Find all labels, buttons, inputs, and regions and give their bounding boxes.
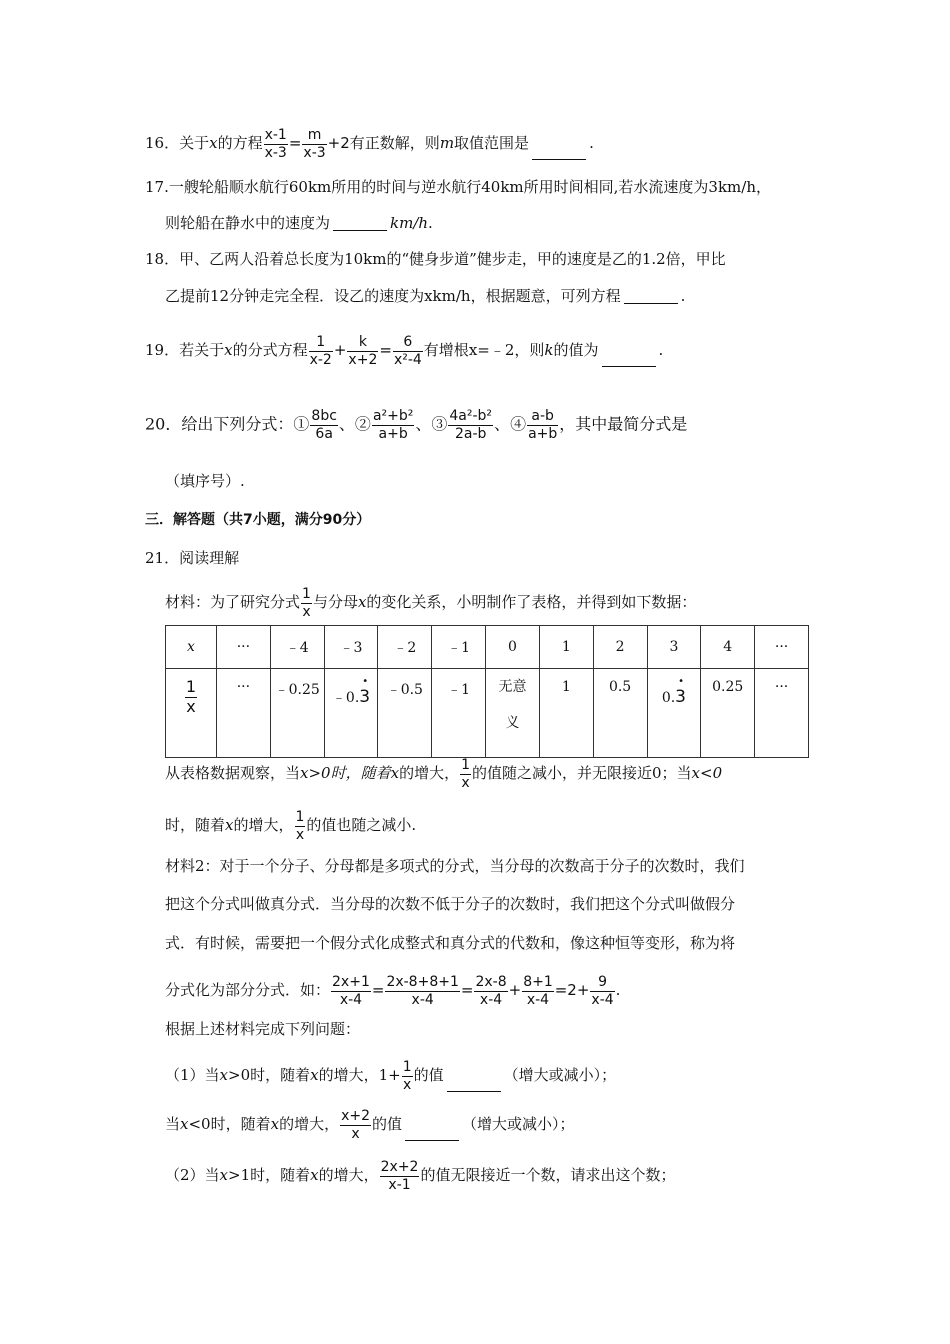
- denominator: a+b: [378, 425, 408, 442]
- section-heading: 三．解答题（共7小题，满分90分）: [145, 512, 371, 528]
- q16-line: [145, 128, 594, 160]
- q16-text: 的方程: [217, 134, 263, 153]
- cell-value: 0.: [661, 690, 676, 706]
- material1-intro: [165, 587, 696, 619]
- var-m: m: [439, 134, 455, 153]
- observation-text: 时，随着: [165, 816, 226, 835]
- cell-value: 无意: [498, 679, 527, 695]
- period: .: [589, 134, 594, 153]
- denominator: x-4: [339, 991, 363, 1008]
- material-text: 分式化为部分分式．如：: [165, 981, 331, 1000]
- part-text: （增大或减小）；: [462, 1115, 575, 1134]
- fraction: [309, 335, 333, 367]
- material-text: 材料：为了研究分式: [165, 593, 301, 612]
- table-cell: ···: [217, 669, 271, 758]
- part-text: <0时，随着: [188, 1115, 271, 1134]
- period: .: [428, 214, 433, 232]
- table-cell: ﹣0.25: [270, 669, 324, 758]
- denominator: x-4: [526, 991, 550, 1008]
- numerator: m: [302, 128, 326, 145]
- denominator: x-4: [479, 991, 503, 1008]
- equals-sign: =: [371, 981, 385, 1000]
- numerator: 2x-8+8+1: [386, 974, 459, 990]
- var-x: x: [225, 816, 234, 835]
- q20-number: 20．: [145, 414, 182, 434]
- numerator: 8bc: [311, 408, 337, 424]
- circled-4: ④: [510, 414, 527, 434]
- q16-text: 关于: [179, 134, 210, 153]
- table-cell: 0: [486, 626, 540, 669]
- circled-3: ③: [431, 414, 448, 434]
- circled-1: ①: [293, 414, 310, 434]
- numerator: 1: [185, 677, 197, 696]
- var-x: x: [209, 134, 218, 153]
- part-text: （1）当: [165, 1066, 220, 1085]
- answer-blank[interactable]: [447, 1077, 501, 1092]
- denominator: x: [186, 696, 196, 716]
- q19-text: x=﹣2，则: [468, 341, 545, 360]
- denominator: x: [295, 826, 305, 843]
- var-x: x: [219, 1166, 229, 1185]
- q18-text: 乙提前12分钟走完全程．设乙的速度为xkm/h，根据题意，可列方程: [165, 287, 621, 305]
- q20-text: 给出下列分式：: [181, 414, 294, 434]
- period: .: [680, 287, 686, 305]
- fraction: [460, 758, 471, 790]
- numerator: 2x+2: [380, 1159, 419, 1175]
- denominator: x: [461, 774, 470, 791]
- fraction: [590, 975, 614, 1007]
- part-text: >1时，随着: [228, 1166, 311, 1185]
- table-cell: 0.5: [593, 669, 647, 758]
- denominator: x-4: [591, 991, 614, 1008]
- table-row: [166, 626, 809, 669]
- numerator: 2x+1: [332, 974, 370, 990]
- q16-text: 取值范围是: [454, 134, 530, 153]
- table-cell: [647, 669, 701, 758]
- fraction: [347, 335, 378, 367]
- table-cell: 2: [593, 626, 647, 669]
- answer-blank[interactable]: [405, 1126, 459, 1141]
- table-cell: ﹣1: [432, 626, 486, 669]
- fraction: [185, 679, 197, 716]
- period: .: [658, 341, 664, 360]
- repeating-digit: • 3: [675, 687, 686, 707]
- fraction: [302, 128, 326, 160]
- q20-text: ，其中最简分式是: [559, 414, 688, 434]
- q17-line1: 17.一艘轮船顺水航行60km所用的时间与逆水航行40km所用时间相同,若水流速度为3km/h，: [145, 178, 771, 196]
- numerator: 1: [461, 757, 470, 773]
- q18-line2: [165, 289, 685, 304]
- fraction: [393, 335, 423, 367]
- denominator: x-3: [303, 144, 326, 161]
- unit: km/h: [390, 214, 429, 232]
- part-text: 的值: [372, 1115, 403, 1134]
- var-x: x: [310, 1166, 319, 1185]
- answer-blank[interactable]: [602, 352, 656, 367]
- numerator: a²+b²: [372, 408, 414, 424]
- separator: 、: [415, 414, 432, 434]
- part-text: （2）当: [165, 1166, 220, 1185]
- part-text: （增大或减小）；: [503, 1066, 617, 1085]
- material-text: 与分母: [312, 593, 358, 612]
- circled-2: ②: [354, 414, 371, 434]
- table-cell: ﹣1: [432, 669, 486, 758]
- observation-text: 的值随之减小，并无限接近0；当: [472, 764, 692, 783]
- separator: 、: [494, 414, 511, 434]
- numerator: 6: [393, 335, 423, 352]
- var-k: k: [544, 341, 554, 360]
- cell-value: 义: [505, 715, 520, 731]
- fraction: [310, 409, 338, 441]
- table-cell: ﹣0.5: [378, 669, 432, 758]
- q20-line2: （填序号）.: [165, 472, 245, 490]
- fraction: [522, 975, 554, 1007]
- q19-line: [145, 335, 663, 367]
- plus-sign: +: [508, 981, 522, 1000]
- numerator: 1: [295, 809, 305, 825]
- numerator: 1: [302, 586, 311, 602]
- part-text: >0时，随着: [228, 1066, 311, 1085]
- material2-line4: [165, 975, 620, 1007]
- fraction: [295, 810, 306, 842]
- var-x: x: [270, 1115, 280, 1134]
- q19-text: 若关于: [179, 341, 225, 360]
- material-text: 的变化关系，小明制作了表格，并得到如下数据：: [366, 593, 697, 612]
- period: .: [615, 981, 621, 1000]
- equals-sign: =: [379, 341, 392, 360]
- q19-text: 的值为: [553, 341, 599, 360]
- q16-text: 有正数解，则: [349, 134, 440, 153]
- separator: 、: [338, 414, 355, 434]
- numerator: x+2: [341, 1108, 371, 1124]
- fraction: [340, 1109, 371, 1141]
- denominator: x: [351, 1125, 360, 1142]
- cell-value: ﹣0.: [331, 690, 360, 706]
- numerator: 8+1: [523, 974, 553, 990]
- q16-number: 16．: [145, 134, 180, 153]
- table-cell: [324, 669, 378, 758]
- part-text: 的值无限接近一个数，请求出这个数；: [420, 1166, 676, 1185]
- numerator: 1: [402, 1059, 412, 1075]
- plus-term: +2: [327, 134, 350, 153]
- fraction: [301, 587, 312, 619]
- denominator: x: [302, 603, 311, 620]
- numerator: 4a²-b²: [449, 408, 493, 424]
- fraction: [385, 975, 459, 1007]
- q17-text: 则轮船在静水中的速度为: [165, 214, 331, 232]
- answer-blank[interactable]: [532, 145, 586, 160]
- table-cell: x: [166, 626, 217, 669]
- observation-line2: [165, 810, 416, 842]
- q17-line2: [165, 216, 433, 231]
- table-cell: 4: [701, 626, 755, 669]
- data-table: [165, 625, 809, 758]
- part1-line2: [165, 1109, 575, 1141]
- var-x: x: [180, 1115, 189, 1134]
- numerator: 1: [309, 335, 333, 352]
- equals-sign: =: [288, 134, 302, 153]
- denominator: x-4: [411, 991, 434, 1008]
- var-x: x: [390, 764, 400, 783]
- material2-line1: 材料2：对于一个分子、分母都是多项式的分式，当分母的次数高于分子的次数时，我们: [165, 857, 745, 875]
- var-x: x: [219, 1066, 229, 1085]
- table-cell: ﹣4: [270, 626, 324, 669]
- part1-line1: [165, 1060, 616, 1092]
- equals-sign: =: [460, 981, 474, 1000]
- material2-line3: 式．有时候，需要把一个假分式化成整式和真分式的代数和，像这种恒等变形，称为将: [165, 934, 736, 952]
- part-text: 当: [165, 1115, 181, 1134]
- q19-number: 19．: [145, 341, 180, 360]
- observation-line1: [165, 758, 722, 790]
- table-cell: [486, 669, 540, 758]
- numerator: 2x-8: [475, 974, 507, 990]
- fraction: [331, 975, 371, 1007]
- part2-line: [165, 1160, 675, 1192]
- observation-text: 从表格数据观察，当: [165, 764, 301, 783]
- equals-sign: =2+: [554, 981, 590, 1000]
- denominator: x-1: [388, 1176, 411, 1193]
- q18-line1: 18．甲、乙两人沿着总长度为10km的“健身步道”健步走，甲的速度是乙的1.2倍，甲比: [145, 250, 726, 268]
- table-cell: ﹣3: [324, 626, 378, 669]
- part-text: 的增大，: [279, 1115, 340, 1134]
- q20-line: [145, 409, 687, 441]
- fraction: [402, 1060, 413, 1092]
- plus-sign: +: [333, 341, 347, 360]
- denominator: x: [403, 1076, 412, 1093]
- var-x: x: [310, 1066, 319, 1085]
- denominator: x+2: [348, 351, 378, 368]
- denominator: x-3: [264, 144, 287, 161]
- table-cell: ···: [217, 626, 271, 669]
- denominator: x²-4: [393, 351, 422, 368]
- denominator: 6a: [315, 425, 333, 442]
- numerator: k: [347, 335, 378, 352]
- table-cell: 1: [539, 669, 593, 758]
- numerator: a-b: [527, 409, 558, 426]
- observation-text: 的值也随之减小.: [306, 816, 417, 835]
- part-text: 的增大，: [318, 1166, 379, 1185]
- answer-blank[interactable]: [333, 216, 387, 231]
- var-x: x: [357, 593, 367, 612]
- repeating-digit: • 3: [359, 687, 370, 707]
- fraction: [474, 975, 507, 1007]
- var-x: x: [224, 341, 233, 360]
- q21-title: 21．阅读理解: [145, 549, 240, 567]
- denominator: x-2: [309, 351, 332, 368]
- part-text: 的值: [413, 1066, 444, 1085]
- numerator: x-1: [264, 127, 287, 143]
- part-text: 的增大，1+: [318, 1066, 401, 1085]
- fraction: [527, 409, 558, 441]
- table-cell: ﹣2: [378, 626, 432, 669]
- denominator: a+b: [528, 425, 558, 442]
- q19-text: 有增根: [423, 341, 469, 360]
- fraction: [264, 128, 288, 160]
- condition: x<0: [691, 764, 723, 783]
- material2-line2: 把这个分式叫做真分式．当分母的次数不低于分子的次数时，我们把这个分式叫做假分: [165, 895, 736, 913]
- table-cell: ···: [755, 626, 809, 669]
- observation-text: 的增大，: [233, 816, 294, 835]
- table-row: [166, 669, 809, 758]
- task-line: 根据上述材料完成下列问题：: [165, 1020, 361, 1038]
- table-cell: 3: [647, 626, 701, 669]
- denominator: 2a-b: [455, 425, 487, 442]
- fraction: [380, 1160, 420, 1192]
- table-cell: [166, 669, 217, 758]
- answer-blank[interactable]: [624, 289, 678, 304]
- condition: x>0时，随着: [300, 764, 391, 783]
- table-cell: 1: [539, 626, 593, 669]
- fraction: [372, 409, 414, 441]
- table-cell: 0.25: [701, 669, 755, 758]
- fraction: [448, 409, 493, 441]
- q19-text: 的分式方程: [232, 341, 308, 360]
- numerator: 9: [590, 975, 614, 992]
- table-cell: ···: [755, 669, 809, 758]
- observation-text: 的增大，: [399, 764, 460, 783]
